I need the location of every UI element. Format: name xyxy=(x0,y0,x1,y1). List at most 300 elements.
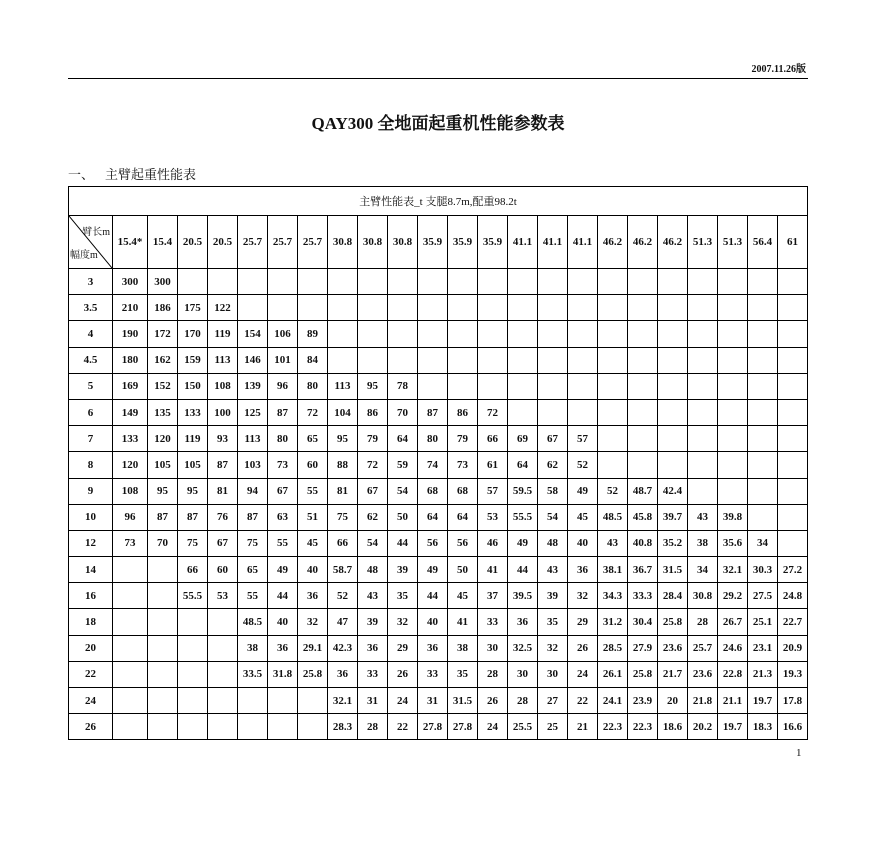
load-value-cell: 79 xyxy=(358,426,388,452)
load-value-cell xyxy=(238,714,268,740)
load-value-cell xyxy=(568,269,598,295)
load-value-cell xyxy=(568,321,598,347)
load-value-cell: 27.5 xyxy=(748,583,778,609)
load-value-cell: 133 xyxy=(113,426,148,452)
radius-label: 幅度m xyxy=(70,250,98,261)
load-value-cell xyxy=(298,295,328,321)
load-value-cell xyxy=(748,478,778,504)
load-value-cell xyxy=(658,426,688,452)
load-value-cell: 88 xyxy=(328,452,358,478)
table-row xyxy=(69,714,808,740)
load-value-cell xyxy=(328,347,358,373)
boom-length-header: 61 xyxy=(778,216,808,269)
load-value-cell xyxy=(268,688,298,714)
load-value-cell xyxy=(778,452,808,478)
boom-length-header: 41.1 xyxy=(538,216,568,269)
load-value-cell: 31 xyxy=(358,688,388,714)
load-value-cell xyxy=(388,321,418,347)
load-value-cell: 52 xyxy=(328,583,358,609)
load-value-cell: 64 xyxy=(448,504,478,530)
table-caption: 主臂性能表_t 支腿8.7m,配重98.2t xyxy=(69,187,808,216)
boom-length-header: 25.7 xyxy=(268,216,298,269)
load-value-cell: 36 xyxy=(358,635,388,661)
load-value-cell xyxy=(538,347,568,373)
load-value-cell xyxy=(628,426,658,452)
load-value-cell xyxy=(568,295,598,321)
load-value-cell xyxy=(478,373,508,399)
load-value-cell xyxy=(298,714,328,740)
load-value-cell xyxy=(358,295,388,321)
boom-length-header: 30.8 xyxy=(328,216,358,269)
load-value-cell xyxy=(658,269,688,295)
load-value-cell xyxy=(748,373,778,399)
boom-length-header: 56.4 xyxy=(748,216,778,269)
load-value-cell xyxy=(658,373,688,399)
load-value-cell: 36 xyxy=(508,609,538,635)
load-value-cell xyxy=(628,295,658,321)
radius-cell: 24 xyxy=(69,688,113,714)
load-value-cell: 159 xyxy=(178,347,208,373)
load-value-cell xyxy=(718,478,748,504)
load-value-cell: 84 xyxy=(298,347,328,373)
load-value-cell: 87 xyxy=(208,452,238,478)
load-value-cell: 30.4 xyxy=(628,609,658,635)
table-row xyxy=(69,373,808,399)
load-value-cell xyxy=(748,347,778,373)
load-value-cell: 48 xyxy=(358,557,388,583)
load-value-cell xyxy=(508,321,538,347)
load-value-cell xyxy=(718,426,748,452)
load-value-cell xyxy=(628,347,658,373)
load-value-cell: 150 xyxy=(178,373,208,399)
load-value-cell: 72 xyxy=(298,399,328,425)
load-value-cell xyxy=(478,269,508,295)
load-value-cell: 21.7 xyxy=(658,661,688,687)
load-value-cell xyxy=(148,635,178,661)
load-value-cell: 24 xyxy=(388,688,418,714)
load-value-cell xyxy=(448,347,478,373)
load-value-cell: 29 xyxy=(388,635,418,661)
page-number: 1 xyxy=(796,747,802,759)
load-value-cell: 54 xyxy=(358,530,388,556)
load-value-cell: 28 xyxy=(688,609,718,635)
load-value-cell: 58.7 xyxy=(328,557,358,583)
load-value-cell: 40 xyxy=(268,609,298,635)
load-value-cell: 25.8 xyxy=(298,661,328,687)
load-value-cell xyxy=(508,373,538,399)
load-value-cell xyxy=(718,321,748,347)
load-value-cell: 52 xyxy=(568,452,598,478)
radius-cell: 3.5 xyxy=(69,295,113,321)
load-value-cell: 75 xyxy=(238,530,268,556)
load-value-cell xyxy=(778,295,808,321)
load-value-cell: 80 xyxy=(298,373,328,399)
load-value-cell xyxy=(508,399,538,425)
load-value-cell: 45 xyxy=(448,583,478,609)
load-value-cell: 29.2 xyxy=(718,583,748,609)
load-value-cell: 80 xyxy=(418,426,448,452)
load-value-cell: 45.8 xyxy=(628,504,658,530)
load-value-cell: 46 xyxy=(478,530,508,556)
boom-length-header: 41.1 xyxy=(508,216,538,269)
load-value-cell: 186 xyxy=(148,295,178,321)
load-value-cell: 42.3 xyxy=(328,635,358,661)
table-row xyxy=(69,688,808,714)
load-value-cell xyxy=(298,688,328,714)
load-value-cell: 22.3 xyxy=(628,714,658,740)
load-value-cell: 30.8 xyxy=(688,583,718,609)
load-value-cell xyxy=(208,635,238,661)
load-value-cell xyxy=(358,347,388,373)
load-value-cell xyxy=(628,373,658,399)
radius-cell: 9 xyxy=(69,478,113,504)
load-value-cell: 22.3 xyxy=(598,714,628,740)
load-value-cell: 25 xyxy=(538,714,568,740)
load-value-cell xyxy=(388,347,418,373)
load-value-cell xyxy=(178,609,208,635)
load-value-cell xyxy=(688,478,718,504)
load-value-cell: 57 xyxy=(478,478,508,504)
load-value-cell xyxy=(478,295,508,321)
radius-cell: 5 xyxy=(69,373,113,399)
load-value-cell: 38.1 xyxy=(598,557,628,583)
load-value-cell xyxy=(688,347,718,373)
load-value-cell: 66 xyxy=(328,530,358,556)
load-value-cell: 31 xyxy=(418,688,448,714)
load-value-cell xyxy=(598,321,628,347)
load-value-cell: 79 xyxy=(448,426,478,452)
load-value-cell: 27.9 xyxy=(628,635,658,661)
load-value-cell: 105 xyxy=(148,452,178,478)
load-value-cell: 53 xyxy=(208,583,238,609)
load-value-cell xyxy=(598,295,628,321)
load-value-cell: 27.8 xyxy=(418,714,448,740)
load-value-cell xyxy=(718,295,748,321)
load-value-cell: 73 xyxy=(268,452,298,478)
load-value-cell: 106 xyxy=(268,321,298,347)
load-value-cell: 75 xyxy=(178,530,208,556)
load-value-cell: 23.6 xyxy=(688,661,718,687)
load-value-cell: 48.7 xyxy=(628,478,658,504)
load-value-cell: 67 xyxy=(538,426,568,452)
load-value-cell: 180 xyxy=(113,347,148,373)
load-value-cell: 67 xyxy=(208,530,238,556)
load-value-cell: 40 xyxy=(298,557,328,583)
load-value-cell: 65 xyxy=(298,426,328,452)
load-value-cell: 300 xyxy=(148,269,178,295)
boom-length-header: 46.2 xyxy=(658,216,688,269)
load-value-cell: 35.2 xyxy=(658,530,688,556)
boom-length-header: 51.3 xyxy=(718,216,748,269)
load-value-cell: 36 xyxy=(268,635,298,661)
boom-length-label: 臂长m xyxy=(82,227,110,238)
load-value-cell: 22 xyxy=(568,688,598,714)
load-value-cell: 113 xyxy=(208,347,238,373)
load-value-cell xyxy=(113,714,148,740)
radius-cell: 4.5 xyxy=(69,347,113,373)
load-value-cell: 34.3 xyxy=(598,583,628,609)
load-value-cell xyxy=(598,426,628,452)
load-value-cell: 35 xyxy=(538,609,568,635)
load-value-cell xyxy=(778,347,808,373)
load-value-cell: 69 xyxy=(508,426,538,452)
load-value-cell: 36 xyxy=(328,661,358,687)
load-value-cell: 32 xyxy=(538,635,568,661)
load-value-cell xyxy=(448,295,478,321)
boom-length-header: 15.4 xyxy=(148,216,178,269)
load-value-cell: 17.8 xyxy=(778,688,808,714)
load-value-cell xyxy=(538,321,568,347)
boom-length-header: 30.8 xyxy=(358,216,388,269)
load-value-cell: 55 xyxy=(238,583,268,609)
load-value-cell xyxy=(113,583,148,609)
load-value-cell xyxy=(328,269,358,295)
load-value-cell: 67 xyxy=(358,478,388,504)
load-value-cell xyxy=(598,452,628,478)
load-value-cell: 104 xyxy=(328,399,358,425)
load-chart-table xyxy=(68,186,808,740)
load-value-cell: 53 xyxy=(478,504,508,530)
load-value-cell: 55 xyxy=(268,530,298,556)
load-value-cell xyxy=(148,661,178,687)
load-value-cell: 28.4 xyxy=(658,583,688,609)
load-value-cell xyxy=(658,295,688,321)
load-value-cell xyxy=(538,373,568,399)
load-value-cell: 47 xyxy=(328,609,358,635)
load-value-cell: 95 xyxy=(358,373,388,399)
load-value-cell xyxy=(568,347,598,373)
load-value-cell xyxy=(658,347,688,373)
load-value-cell xyxy=(748,295,778,321)
boom-length-header: 20.5 xyxy=(178,216,208,269)
radius-cell: 4 xyxy=(69,321,113,347)
load-value-cell: 22.7 xyxy=(778,609,808,635)
load-value-cell: 32 xyxy=(388,609,418,635)
load-value-cell: 24 xyxy=(568,661,598,687)
load-value-cell: 86 xyxy=(448,399,478,425)
load-value-cell xyxy=(538,269,568,295)
boom-length-header-row xyxy=(69,216,808,269)
load-value-cell xyxy=(328,321,358,347)
load-value-cell xyxy=(538,399,568,425)
load-value-cell xyxy=(718,399,748,425)
load-value-cell: 24.1 xyxy=(598,688,628,714)
load-value-cell xyxy=(388,295,418,321)
load-value-cell: 64 xyxy=(388,426,418,452)
load-value-cell: 210 xyxy=(113,295,148,321)
load-value-cell xyxy=(748,399,778,425)
load-value-cell: 113 xyxy=(238,426,268,452)
load-value-cell xyxy=(748,452,778,478)
load-value-cell xyxy=(508,269,538,295)
load-value-cell xyxy=(628,399,658,425)
load-value-cell: 43 xyxy=(598,530,628,556)
load-value-cell xyxy=(598,373,628,399)
load-value-cell: 72 xyxy=(478,399,508,425)
load-value-cell: 120 xyxy=(148,426,178,452)
load-value-cell: 29.1 xyxy=(298,635,328,661)
load-value-cell: 68 xyxy=(418,478,448,504)
table-row xyxy=(69,609,808,635)
load-value-cell: 19.3 xyxy=(778,661,808,687)
load-value-cell: 27.2 xyxy=(778,557,808,583)
load-value-cell xyxy=(688,399,718,425)
table-row xyxy=(69,426,808,452)
section-number: 一、 xyxy=(68,167,95,182)
load-value-cell: 49 xyxy=(268,557,298,583)
load-value-cell: 23.9 xyxy=(628,688,658,714)
radius-cell: 10 xyxy=(69,504,113,530)
page-title: QAY300 全地面起重机性能参数表 xyxy=(311,114,565,133)
load-value-cell: 48.5 xyxy=(238,609,268,635)
load-value-cell: 28.3 xyxy=(328,714,358,740)
load-value-cell xyxy=(778,399,808,425)
load-value-cell: 45 xyxy=(298,530,328,556)
load-value-cell: 30 xyxy=(508,661,538,687)
load-value-cell xyxy=(778,269,808,295)
load-value-cell: 28.5 xyxy=(598,635,628,661)
load-value-cell xyxy=(598,347,628,373)
load-value-cell: 50 xyxy=(448,557,478,583)
load-value-cell: 50 xyxy=(388,504,418,530)
load-value-cell xyxy=(113,557,148,583)
load-value-cell: 32 xyxy=(568,583,598,609)
load-value-cell: 122 xyxy=(208,295,238,321)
load-value-cell: 39 xyxy=(358,609,388,635)
load-value-cell xyxy=(268,269,298,295)
load-value-cell: 57 xyxy=(568,426,598,452)
load-value-cell: 39.5 xyxy=(508,583,538,609)
radius-cell: 26 xyxy=(69,714,113,740)
load-value-cell: 152 xyxy=(148,373,178,399)
load-value-cell: 32.1 xyxy=(718,557,748,583)
load-value-cell xyxy=(778,530,808,556)
load-value-cell: 24.8 xyxy=(778,583,808,609)
load-value-cell xyxy=(718,347,748,373)
load-value-cell: 32 xyxy=(298,609,328,635)
load-value-cell: 95 xyxy=(148,478,178,504)
corner-header-cell xyxy=(69,216,113,269)
load-value-cell xyxy=(113,635,148,661)
load-value-cell: 49 xyxy=(418,557,448,583)
load-value-cell: 55.5 xyxy=(508,504,538,530)
load-value-cell: 38 xyxy=(688,530,718,556)
load-value-cell xyxy=(658,452,688,478)
load-value-cell: 67 xyxy=(268,478,298,504)
load-value-cell: 94 xyxy=(238,478,268,504)
load-value-cell xyxy=(178,661,208,687)
load-value-cell xyxy=(148,609,178,635)
load-value-cell xyxy=(778,478,808,504)
load-value-cell xyxy=(358,321,388,347)
load-value-cell: 76 xyxy=(208,504,238,530)
load-value-cell: 87 xyxy=(418,399,448,425)
load-value-cell: 25.5 xyxy=(508,714,538,740)
load-value-cell: 63 xyxy=(268,504,298,530)
load-value-cell: 49 xyxy=(568,478,598,504)
load-value-cell: 96 xyxy=(113,504,148,530)
load-value-cell: 80 xyxy=(268,426,298,452)
load-value-cell: 149 xyxy=(113,399,148,425)
load-value-cell: 39 xyxy=(538,583,568,609)
load-value-cell xyxy=(628,452,658,478)
load-value-cell xyxy=(208,609,238,635)
boom-length-header: 35.9 xyxy=(478,216,508,269)
load-value-cell: 103 xyxy=(238,452,268,478)
table-caption-row xyxy=(69,187,808,216)
table-row xyxy=(69,661,808,687)
load-value-cell: 20 xyxy=(658,688,688,714)
load-value-cell: 22.8 xyxy=(718,661,748,687)
load-value-cell xyxy=(688,321,718,347)
load-value-cell: 81 xyxy=(208,478,238,504)
load-value-cell xyxy=(448,321,478,347)
load-value-cell: 64 xyxy=(508,452,538,478)
radius-cell: 16 xyxy=(69,583,113,609)
load-value-cell xyxy=(688,295,718,321)
load-value-cell: 66 xyxy=(178,557,208,583)
load-value-cell: 27.8 xyxy=(448,714,478,740)
load-value-cell: 31.2 xyxy=(598,609,628,635)
load-value-cell xyxy=(688,426,718,452)
load-value-cell xyxy=(478,321,508,347)
load-value-cell xyxy=(658,321,688,347)
load-value-cell: 20.2 xyxy=(688,714,718,740)
load-value-cell: 55.5 xyxy=(178,583,208,609)
load-value-cell: 100 xyxy=(208,399,238,425)
load-value-cell: 30.3 xyxy=(748,557,778,583)
load-value-cell: 29 xyxy=(568,609,598,635)
boom-length-header: 25.7 xyxy=(298,216,328,269)
load-value-cell: 28 xyxy=(358,714,388,740)
load-value-cell: 133 xyxy=(178,399,208,425)
load-value-cell: 75 xyxy=(328,504,358,530)
load-value-cell: 33 xyxy=(418,661,448,687)
load-value-cell: 169 xyxy=(113,373,148,399)
load-value-cell: 62 xyxy=(358,504,388,530)
load-value-cell: 26 xyxy=(478,688,508,714)
load-value-cell: 44 xyxy=(418,583,448,609)
load-value-cell: 16.6 xyxy=(778,714,808,740)
load-value-cell xyxy=(778,504,808,530)
table-row xyxy=(69,295,808,321)
load-value-cell xyxy=(568,373,598,399)
load-value-cell: 70 xyxy=(148,530,178,556)
load-value-cell: 35 xyxy=(448,661,478,687)
load-value-cell xyxy=(748,504,778,530)
load-value-cell: 26 xyxy=(388,661,418,687)
load-value-cell: 19.7 xyxy=(748,688,778,714)
load-value-cell: 32.1 xyxy=(328,688,358,714)
load-value-cell: 105 xyxy=(178,452,208,478)
load-value-cell xyxy=(418,373,448,399)
boom-length-header: 46.2 xyxy=(598,216,628,269)
boom-length-header: 35.9 xyxy=(448,216,478,269)
load-value-cell: 70 xyxy=(388,399,418,425)
table-row xyxy=(69,452,808,478)
load-value-cell: 55 xyxy=(298,478,328,504)
table-row xyxy=(69,557,808,583)
load-value-cell: 18.6 xyxy=(658,714,688,740)
load-value-cell: 19.7 xyxy=(718,714,748,740)
load-value-cell: 58 xyxy=(538,478,568,504)
load-value-cell: 23.1 xyxy=(748,635,778,661)
load-value-cell: 170 xyxy=(178,321,208,347)
load-value-cell: 44 xyxy=(268,583,298,609)
load-value-cell xyxy=(718,452,748,478)
boom-length-header: 15.4* xyxy=(113,216,148,269)
load-value-cell: 87 xyxy=(178,504,208,530)
